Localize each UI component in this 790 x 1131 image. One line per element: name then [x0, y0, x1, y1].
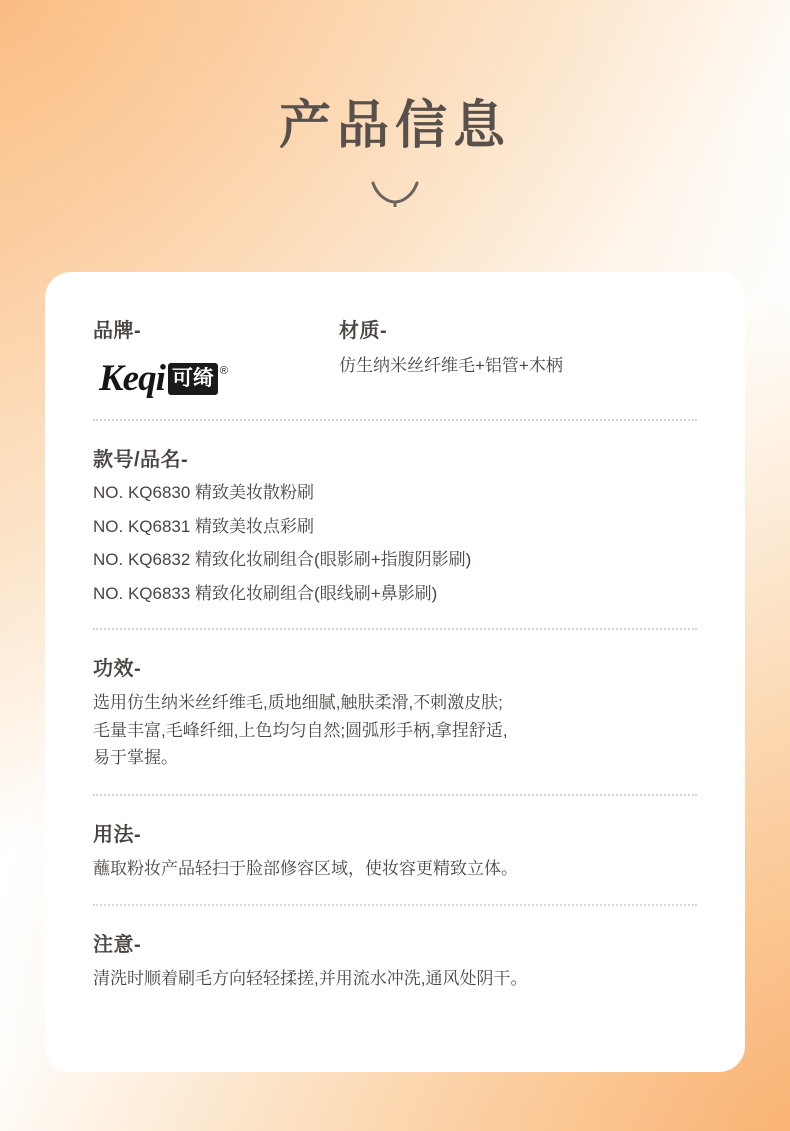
efficacy-line: 易于掌握。: [93, 748, 178, 768]
page-title: 产品信息: [278, 97, 511, 155]
usage-block: [93, 818, 697, 883]
caution-label: 注意-: [93, 934, 142, 957]
divider: [93, 794, 697, 796]
usage-text: 蘸取粉妆产品轻扫于脸部修容区域，使妆容更精致立体。: [93, 858, 518, 878]
models-list: [93, 480, 697, 606]
divider: [93, 628, 697, 630]
registered-mark-icon: ®: [219, 365, 228, 377]
list-item: NO. KQ6831 精致美妆点彩刷: [93, 516, 315, 536]
material-value: 仿生纳米丝纤维毛+铝管+木柄: [339, 356, 563, 375]
models-block: [93, 443, 697, 606]
divider: [93, 904, 697, 906]
list-item: NO. KQ6832 精致化妆刷组合(眼影刷+指腹阴影刷): [93, 550, 472, 569]
efficacy-label: 功效-: [93, 658, 142, 680]
models-label: 款号/品名-: [93, 449, 189, 471]
efficacy-line: 选用仿生纳米丝纤维毛,质地细腻,触肤柔滑,不刺激皮肤;: [93, 693, 503, 712]
efficacy-line: 毛量丰富,毛峰纤细,上色均匀自然;圆弧形手柄,拿捏舒适,: [93, 720, 508, 740]
caution-text: 清洗时顺着刷毛方向轻轻揉搓,并用流水冲洗,通风处阴干。: [93, 969, 528, 989]
brand-block: [93, 314, 339, 397]
brand-logo-chinese: 可绮: [168, 363, 218, 395]
brand-label: 品牌-: [93, 320, 142, 342]
product-info-card: [45, 272, 745, 1072]
list-item: NO. KQ6830 精致美妆散粉刷: [93, 483, 315, 502]
caution-block: [93, 928, 697, 993]
brand-logo: [99, 353, 339, 397]
page-header: [0, 98, 790, 207]
material-label: 材质-: [339, 320, 388, 342]
usage-label: 用法-: [93, 823, 142, 846]
efficacy-block: [93, 652, 697, 772]
eyelash-icon: [0, 181, 790, 207]
divider: [93, 419, 697, 421]
brand-material-row: [93, 314, 697, 397]
brand-logo-latin: Keqi: [99, 358, 165, 399]
list-item: NO. KQ6833 精致化妆刷组合(眼线刷+鼻影刷): [93, 583, 438, 603]
material-block: [339, 314, 697, 379]
